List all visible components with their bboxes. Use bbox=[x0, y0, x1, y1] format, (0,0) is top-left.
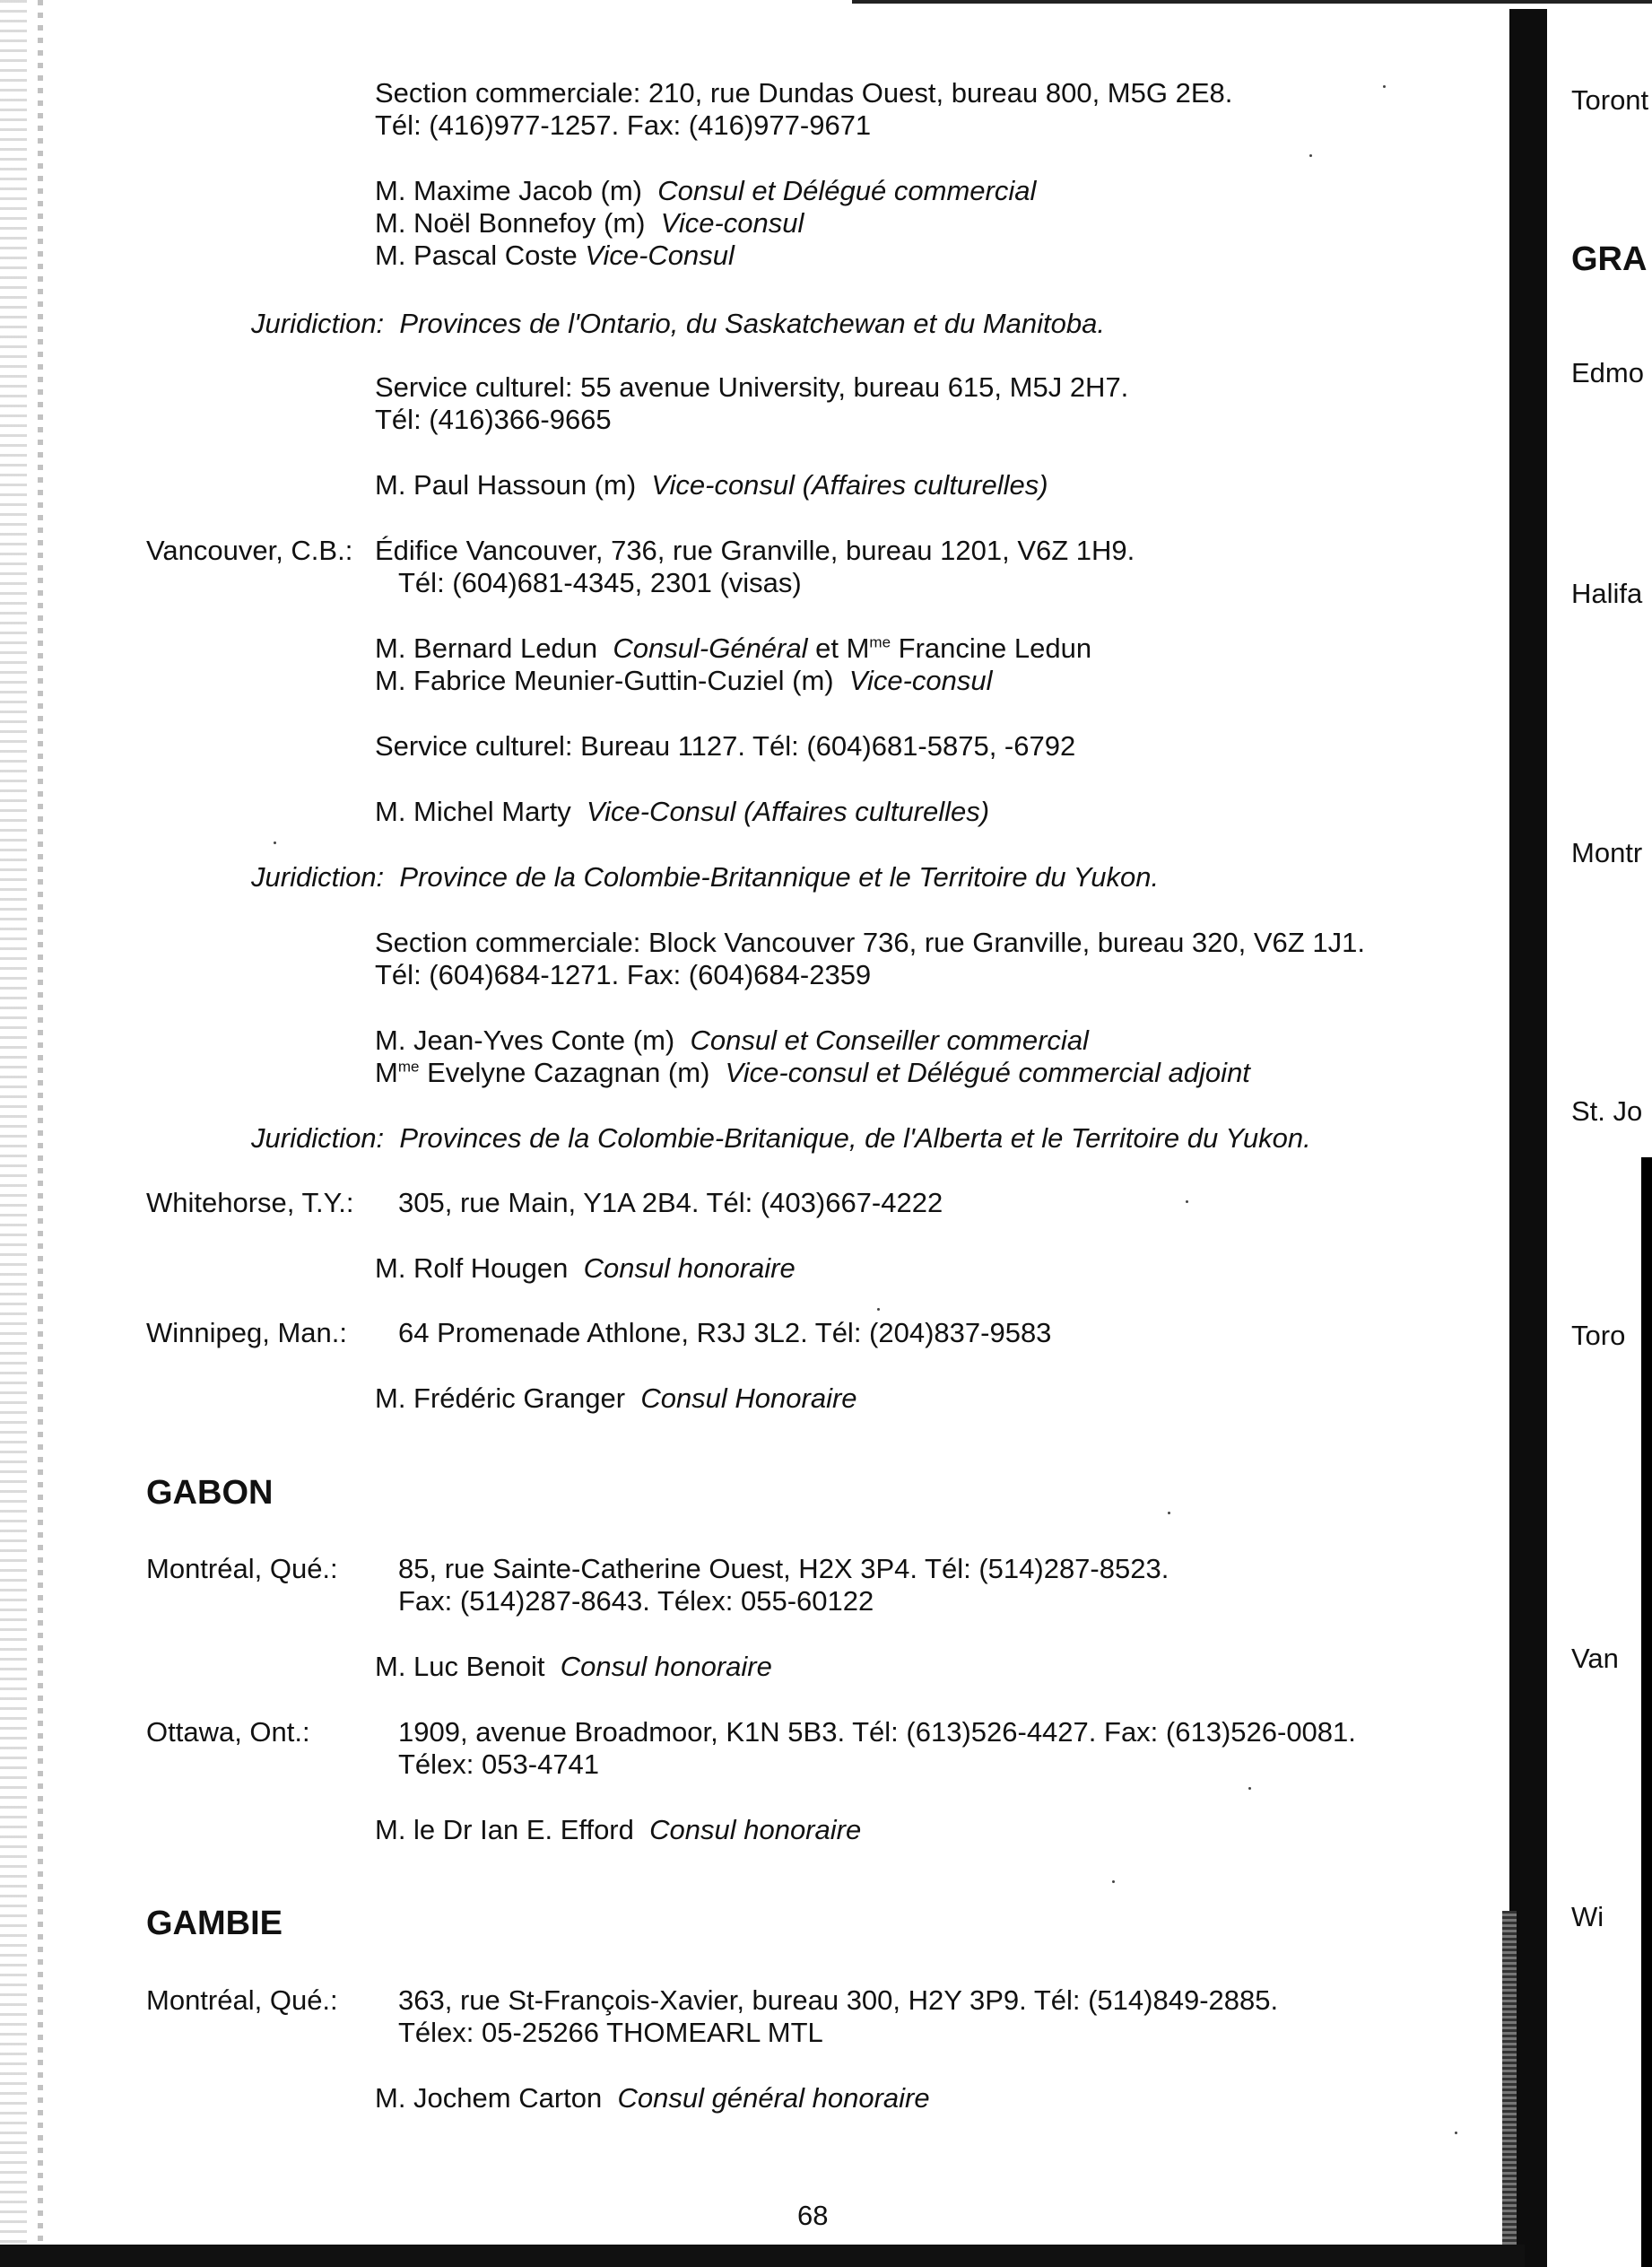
city-label: Ottawa, Ont.: bbox=[146, 1716, 310, 1748]
scan-bottom-edge-artifact bbox=[0, 2245, 1525, 2267]
jurisdiction-text: Provinces de la Colombie-Britanique, de l'Alberta et le Territoire du Yukon. bbox=[399, 1122, 1311, 1154]
official-entry bbox=[375, 1056, 1250, 1090]
spouse-name: Francine Ledun bbox=[898, 632, 1092, 664]
scan-speck bbox=[1455, 2132, 1457, 2134]
jurisdiction-label: Juridiction: bbox=[251, 1122, 385, 1154]
honorific-superscript: me bbox=[869, 633, 891, 651]
official-entry bbox=[375, 206, 804, 240]
scan-left-edge-artifact bbox=[38, 0, 43, 2267]
official-title: Vice-consul et Délégué commercial adjoint bbox=[725, 1057, 1250, 1088]
official-name: M. Pascal Coste bbox=[375, 240, 578, 271]
official-entry bbox=[375, 2081, 930, 2115]
official-title: Consul et Délégué commercial bbox=[657, 175, 1037, 206]
official-entry bbox=[375, 1024, 1089, 1058]
official-name: M. Michel Marty bbox=[375, 796, 571, 827]
official-name: M. le Dr Ian E. Efford bbox=[375, 1814, 634, 1845]
official-entry bbox=[375, 468, 1048, 502]
cultural-service-line: Service culturel: Bureau 1127. Tél: (604)681-5875, -6792 bbox=[375, 730, 1076, 762]
official-title: Consul honoraire bbox=[649, 1814, 862, 1845]
official-title: Vice-consul bbox=[660, 207, 804, 239]
jurisdiction-label: Juridiction: bbox=[251, 308, 385, 339]
official-name: M. Frédéric Granger bbox=[375, 1382, 626, 1414]
margin-fragment: Toront bbox=[1571, 84, 1649, 116]
margin-fragment: Montr bbox=[1571, 837, 1643, 868]
margin-fragment: Van bbox=[1571, 1643, 1619, 1674]
official-name: M. Jean-Yves Conte (m) bbox=[375, 1025, 675, 1056]
scan-speck bbox=[1309, 154, 1312, 157]
official-entry bbox=[375, 795, 989, 829]
margin-fragment: Wi bbox=[1571, 1901, 1604, 1932]
cultural-service-phone: Tél: (416)366-9665 bbox=[375, 404, 612, 435]
official-entry bbox=[375, 1382, 857, 1416]
consulate-address: 305, rue Main, Y1A 2B4. Tél: (403)667-4222 bbox=[398, 1187, 943, 1218]
official-title: Consul Honoraire bbox=[640, 1382, 857, 1414]
scan-speck bbox=[1112, 1880, 1115, 1883]
margin-fragment: Edmo bbox=[1571, 357, 1644, 388]
jurisdiction-line bbox=[251, 1121, 1311, 1155]
official-entry bbox=[375, 1251, 796, 1286]
honorific-superscript: me bbox=[397, 1058, 420, 1076]
jurisdiction-text: Province de la Colombie-Britannique et le Territoire du Yukon. bbox=[399, 861, 1160, 893]
official-name: M. Maxime Jacob (m) bbox=[375, 175, 642, 206]
country-heading-gambie: GAMBIE bbox=[146, 1905, 283, 1942]
official-name: M. Rolf Hougen bbox=[375, 1252, 569, 1284]
scan-top-rule bbox=[852, 0, 1652, 4]
page-spine-texture bbox=[1502, 1911, 1517, 2267]
official-title: Consul-Général bbox=[613, 632, 808, 664]
margin-fragment-heading: GRA bbox=[1571, 240, 1648, 278]
official-name: M. Luc Benoit bbox=[375, 1651, 545, 1682]
jurisdiction-line bbox=[251, 307, 1105, 341]
official-name: M. Fabrice Meunier-Guttin-Cuziel (m) bbox=[375, 665, 834, 696]
commercial-section-address: Section commerciale: Block Vancouver 736, rue Granville, bureau 320, V6Z 1J1. bbox=[375, 927, 1365, 958]
official-title: Consul honoraire bbox=[560, 1651, 772, 1682]
scan-speck bbox=[877, 1308, 880, 1311]
city-label: Montréal, Qué.: bbox=[146, 1984, 338, 2016]
scan-right-edge-artifact bbox=[1641, 1157, 1652, 2267]
official-name: Evelyne Cazagnan (m) bbox=[427, 1057, 710, 1088]
consulate-address: 64 Promenade Athlone, R3J 3L2. Tél: (204)837-9583 bbox=[398, 1317, 1052, 1348]
honorific-prefix: M bbox=[375, 1057, 398, 1088]
spouse-prefix: et M bbox=[815, 632, 870, 664]
city-label: Winnipeg, Man.: bbox=[146, 1317, 347, 1348]
official-name: M. Paul Hassoun (m) bbox=[375, 469, 637, 501]
official-entry bbox=[375, 174, 1036, 208]
official-entry bbox=[375, 1813, 861, 1847]
page-number: 68 bbox=[797, 2200, 829, 2231]
commercial-section-phone: Tél: (604)684-1271. Fax: (604)684-2359 bbox=[375, 959, 872, 990]
consulate-address: 363, rue St-François-Xavier, bureau 300, H2Y 3P9. Tél: (514)849-2885. bbox=[398, 1984, 1279, 2016]
country-heading-gabon: GABON bbox=[146, 1474, 274, 1512]
official-entry bbox=[375, 1650, 772, 1684]
consulate-phone: Télex: 05-25266 THOMEARL MTL bbox=[398, 2017, 823, 2048]
scan-speck bbox=[1168, 1512, 1170, 1514]
consulate-phone: Fax: (514)287-8643. Télex: 055-60122 bbox=[398, 1585, 874, 1617]
official-title: Vice-Consul bbox=[585, 240, 735, 271]
scan-speck bbox=[1186, 1200, 1188, 1203]
scan-speck bbox=[1248, 1787, 1251, 1790]
commercial-section-phone: Tél: (416)977-1257. Fax: (416)977-9671 bbox=[375, 109, 872, 141]
margin-fragment: Toro bbox=[1571, 1320, 1626, 1351]
consulate-phone: Tél: (604)681-4345, 2301 (visas) bbox=[398, 567, 802, 598]
scan-speck bbox=[274, 841, 276, 844]
commercial-section-address: Section commerciale: 210, rue Dundas Ouest, bureau 800, M5G 2E8. bbox=[375, 77, 1233, 109]
official-title: Vice-consul bbox=[848, 665, 993, 696]
margin-fragment: Halifa bbox=[1571, 578, 1643, 609]
scan-left-edge-artifact bbox=[0, 0, 27, 2267]
city-label: Vancouver, C.B.: bbox=[146, 535, 353, 566]
official-entry bbox=[375, 239, 735, 273]
city-label: Montréal, Qué.: bbox=[146, 1553, 338, 1584]
scan-speck bbox=[1383, 85, 1386, 88]
official-title: Consul général honoraire bbox=[617, 2082, 930, 2114]
consulate-address: 1909, avenue Broadmoor, K1N 5B3. Tél: (613)526-4427. Fax: (613)526-0081. bbox=[398, 1716, 1356, 1748]
jurisdiction-line bbox=[251, 860, 1159, 894]
city-label: Whitehorse, T.Y.: bbox=[146, 1187, 354, 1218]
official-title: Vice-Consul (Affaires culturelles) bbox=[586, 796, 990, 827]
consulate-address: 85, rue Sainte-Catherine Ouest, H2X 3P4. Tél: (514)287-8523. bbox=[398, 1553, 1169, 1584]
consulate-phone: Télex: 053-4741 bbox=[398, 1748, 600, 1780]
consulate-address: Édifice Vancouver, 736, rue Granville, bureau 1201, V6Z 1H9. bbox=[375, 535, 1135, 566]
official-name: M. Noël Bonnefoy (m) bbox=[375, 207, 646, 239]
official-title: Vice-consul (Affaires culturelles) bbox=[651, 469, 1048, 501]
official-title: Consul honoraire bbox=[583, 1252, 796, 1284]
jurisdiction-label: Juridiction: bbox=[251, 861, 385, 893]
official-title: Consul et Conseiller commercial bbox=[690, 1025, 1089, 1056]
official-entry bbox=[375, 664, 993, 698]
official-name: M. Bernard Ledun bbox=[375, 632, 598, 664]
jurisdiction-text: Provinces de l'Ontario, du Saskatchewan et du Manitoba. bbox=[399, 308, 1105, 339]
official-entry bbox=[375, 632, 1091, 666]
official-name: M. Jochem Carton bbox=[375, 2082, 603, 2114]
cultural-service-address: Service culturel: 55 avenue University, bureau 615, M5J 2H7. bbox=[375, 371, 1129, 403]
margin-fragment: St. Jo bbox=[1571, 1095, 1643, 1127]
